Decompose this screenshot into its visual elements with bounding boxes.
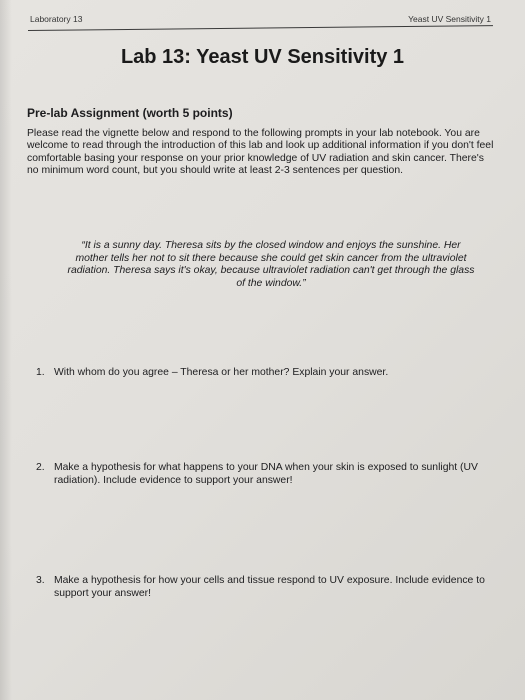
- question-text: Make a hypothesis for what happens to your DNA when your skin is exposed to sunlight (UV radiation). Include evidence to support your answer!: [54, 462, 478, 486]
- page-edge-shadow: [0, 0, 12, 700]
- question-number: 1.: [36, 367, 45, 378]
- question-3: [36, 575, 496, 600]
- question-number: 2.: [36, 462, 45, 473]
- running-header-right: Yeast UV Sensitivity 1: [408, 14, 491, 24]
- vignette-quote: “It is a sunny day. Theresa sits by the closed window and enjoys the sunshine. Her mother tells her not to sit there because she could get skin cancer from the ultraviolet radiation. Theresa says it's okay, because ultraviolet radiation can't get through the glass of the window.”: [67, 240, 475, 289]
- prelab-instructions: Please read the vignette below and respond to the following prompts in your lab notebook. You are welcome to read through the introduction of this lab and look up additional information if you don't feel comfortable basing your response on your prior knowledge of UV radiation and skin cancer. There's no minimum word count, but you should write at least 2-3 sentences per question.: [27, 128, 494, 177]
- running-header-left: Laboratory 13: [30, 14, 83, 24]
- header-rule: [28, 25, 493, 31]
- question-number: 3.: [36, 575, 45, 586]
- question-text: With whom do you agree – Theresa or her mother? Explain your answer.: [54, 367, 389, 378]
- question-text: Make a hypothesis for how your cells and tissue respond to UV exposure. Include evidence to support your answer!: [54, 575, 485, 599]
- prelab-heading: Pre-lab Assignment (worth 5 points): [27, 106, 233, 120]
- question-1: [36, 367, 496, 380]
- page-title: Lab 13: Yeast UV Sensitivity 1: [120, 46, 405, 68]
- question-2: [36, 462, 496, 487]
